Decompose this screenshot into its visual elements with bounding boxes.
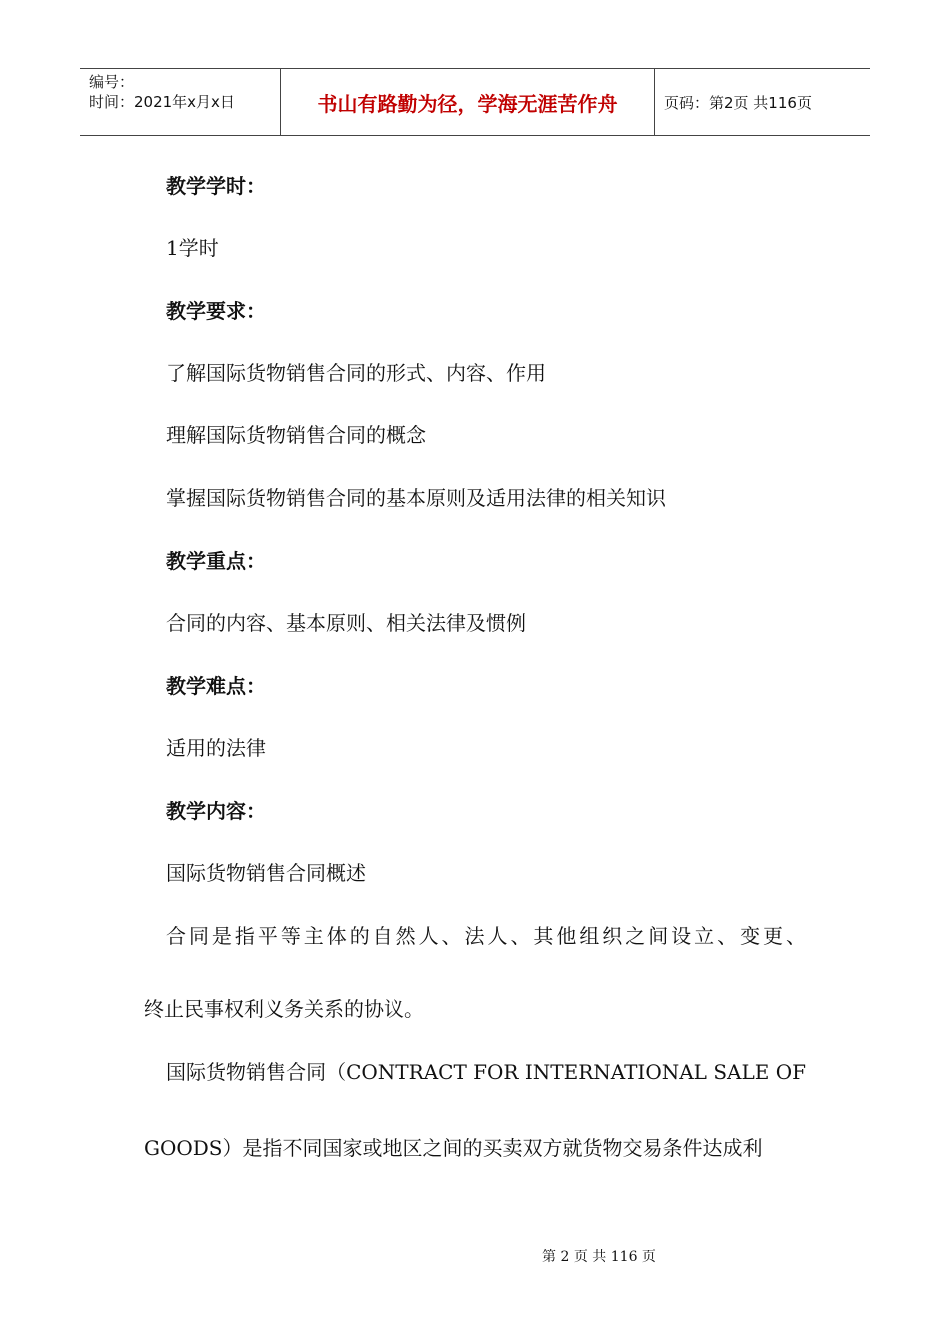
hours-value: 1学时 <box>166 236 219 260</box>
paragraph-line: GOODS）是指不同国家或地区之间的买卖双方就货物交易条件达成利 <box>144 1136 763 1160</box>
requirement-item: 理解国际货物销售合同的概念 <box>166 423 426 447</box>
page-header <box>80 68 870 136</box>
paragraph-line: 国际货物销售合同（CONTRACT FOR INTERNATIONAL SALE OF <box>166 1060 806 1084</box>
paragraph-line: 终止民事权利义务关系的协议。 <box>144 997 424 1021</box>
paragraph-line: 合同是指平等主体的自然人、法人、其他组织之间设立、变更、 <box>166 924 806 948</box>
hours-heading: 教学学时： <box>166 174 266 198</box>
section-title: 国际货物销售合同概述 <box>166 861 366 885</box>
requirements-heading: 教学要求： <box>166 299 266 323</box>
header-motto: 书山有路勤为径，学海无涯苦作舟 <box>281 69 655 135</box>
requirement-item: 掌握国际货物销售合同的基本原则及适用法律的相关知识 <box>166 486 666 510</box>
header-page-info: 页码：第2页 共116页 <box>664 93 812 112</box>
header-meta-cell <box>80 69 281 135</box>
difficulty-heading: 教学难点： <box>166 674 266 698</box>
document-number-label: 编号： <box>89 73 135 91</box>
page-footer-text: 第 2 页 共 116 页 <box>542 1249 656 1265</box>
focus-value: 合同的内容、基本原则、相关法律及惯例 <box>166 611 526 635</box>
difficulty-value: 适用的法律 <box>166 736 266 760</box>
focus-heading: 教学重点： <box>166 549 266 573</box>
content-heading: 教学内容： <box>166 799 266 823</box>
page-footer <box>0 1246 950 1266</box>
document-time-label: 时间：2021年x月x日 <box>89 93 235 111</box>
requirement-item: 了解国际货物销售合同的形式、内容、作用 <box>166 361 546 385</box>
